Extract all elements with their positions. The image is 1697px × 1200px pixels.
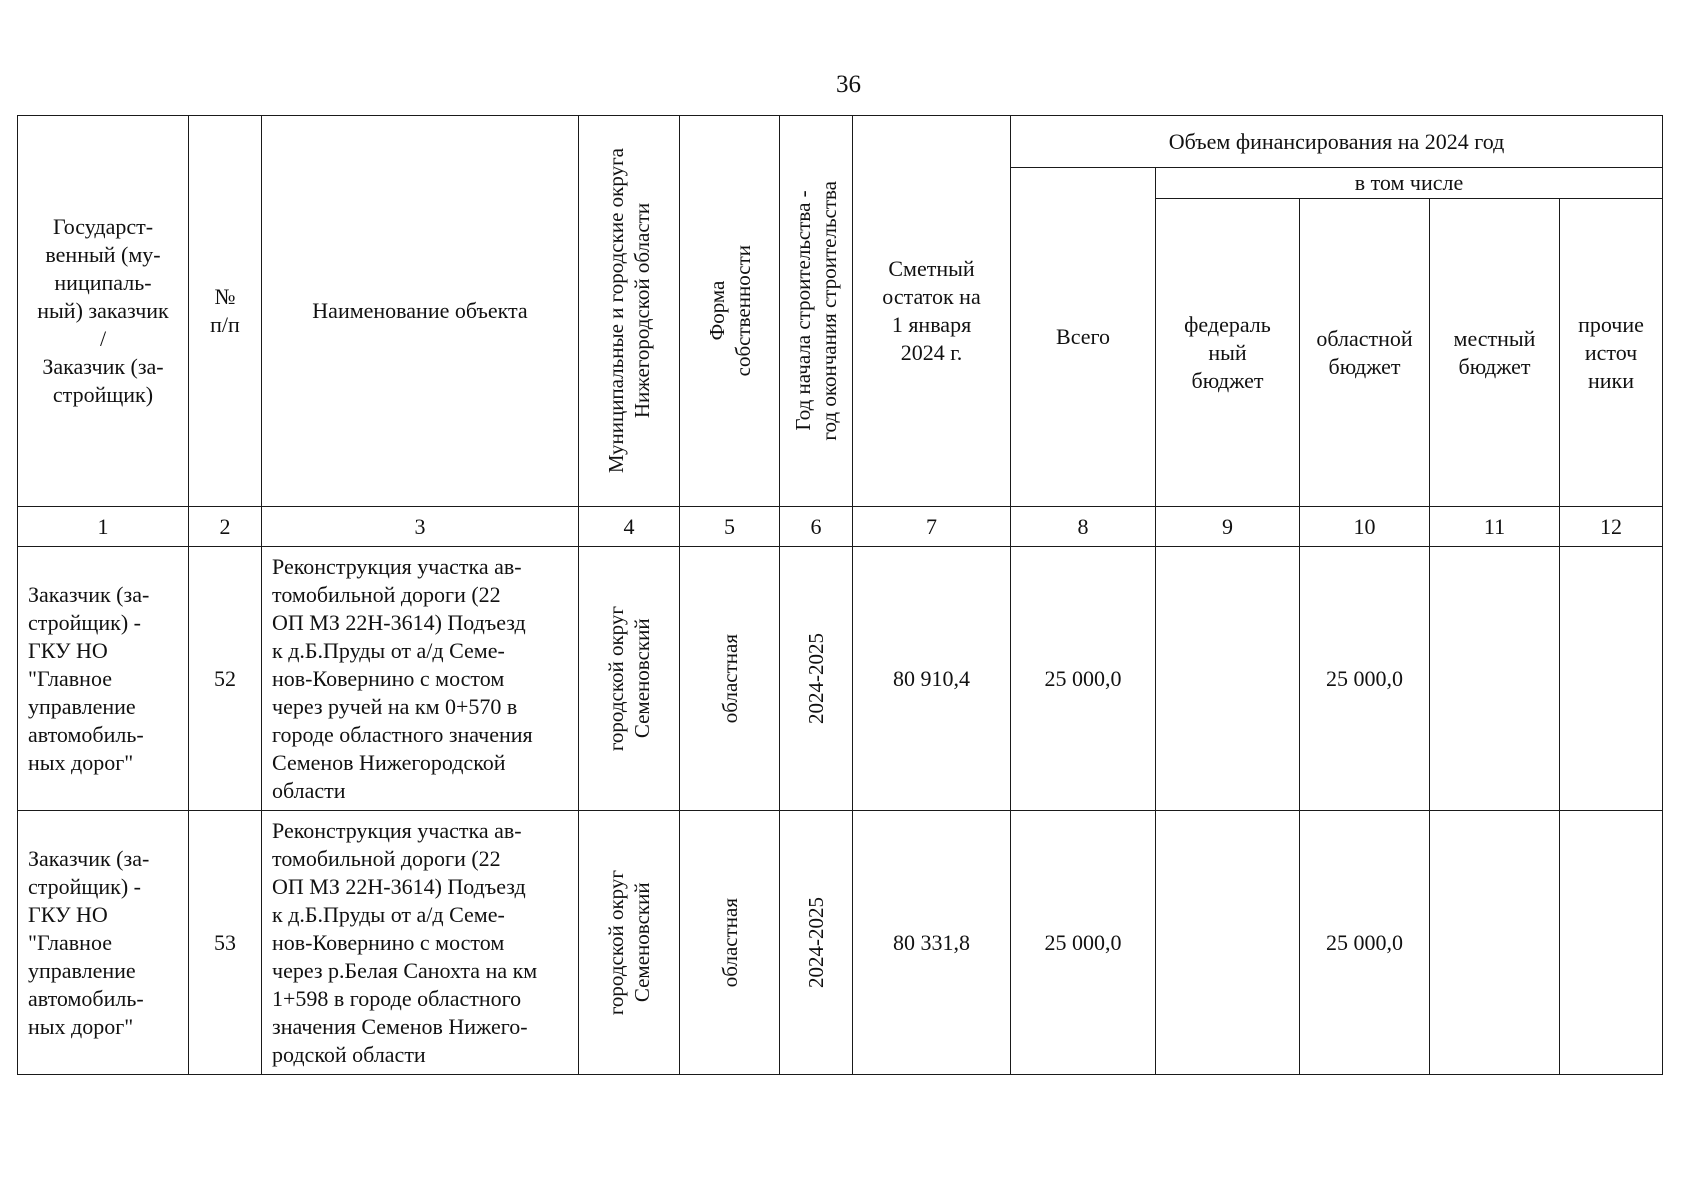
column-number: 8 [1011, 507, 1156, 547]
row-number: 53 [189, 811, 262, 1075]
header-regional [1300, 199, 1430, 507]
row-federal [1156, 811, 1300, 1075]
row-district [579, 811, 680, 1075]
header-funding-group: Объем финансирования на 2024 год [1011, 116, 1663, 168]
row-years-text: 2024-2025 [804, 897, 828, 988]
row-ownership-text: областная [717, 633, 742, 724]
header-ownership [680, 116, 780, 507]
header-customer [18, 116, 189, 507]
row-regional: 25 000,0 [1300, 547, 1430, 811]
column-number: 7 [853, 507, 1011, 547]
column-number: 5 [680, 507, 780, 547]
row-estimate: 80 331,8 [853, 811, 1011, 1075]
row-customer: Заказчик (за- стройщик) - ГКУ НО "Главное управление автомобиль- ных дорог" [18, 811, 189, 1075]
column-number: 6 [780, 507, 853, 547]
header-total: Всего [1011, 168, 1156, 507]
column-number: 4 [579, 507, 680, 547]
header-districts-text: Муниципальные и городские округа Нижегородской области [604, 148, 654, 474]
page-number: 36 [836, 71, 861, 98]
header-estimate [853, 116, 1011, 507]
header-row-1 [18, 116, 1663, 168]
row-years [780, 811, 853, 1075]
financing-table [17, 115, 1663, 1075]
header-federal-text: федераль ный бюджет [1184, 311, 1271, 393]
row-district [579, 547, 680, 811]
row-other [1560, 547, 1663, 811]
header-years [780, 116, 853, 507]
header-local [1430, 199, 1560, 507]
column-number: 11 [1430, 507, 1560, 547]
header-including: в том числе [1156, 168, 1663, 199]
row-total: 25 000,0 [1011, 811, 1156, 1075]
row-district-text: городской округ Семеновский [604, 869, 654, 1016]
header-local-text: местный бюджет [1453, 325, 1536, 379]
row-local [1430, 547, 1560, 811]
row-total: 25 000,0 [1011, 547, 1156, 811]
column-number: 1 [18, 507, 189, 547]
row-other [1560, 811, 1663, 1075]
row-federal [1156, 547, 1300, 811]
header-regional-text: областной бюджет [1316, 325, 1413, 379]
row-object-name: Реконструкция участка ав- томобильной дороги (22 ОП МЗ 22Н-3614) Подъезд к д.Б.Пруды от а/д Семе- нов-Ковернино с мостом через р.Белая Санохта на км 1+598 в городе областного значения Семенов Нижего- родской области [262, 811, 579, 1075]
row-years [780, 547, 853, 811]
header-object-name [262, 116, 579, 507]
row-ownership-text: областная [717, 897, 742, 988]
row-regional: 25 000,0 [1300, 811, 1430, 1075]
column-number: 9 [1156, 507, 1300, 547]
column-number: 12 [1560, 507, 1663, 547]
header-other-text: прочие источ ники [1578, 311, 1644, 393]
row-object-name: Реконструкция участка ав- томобильной дороги (22 ОП МЗ 22Н-3614) Подъезд к д.Б.Пруды от а/д Семе- нов-Ковернино с мостом через ручей на км 0+570 в городе областного значения Семенов Нижегородской области [262, 547, 579, 811]
header-number [189, 116, 262, 507]
header-federal [1156, 199, 1300, 507]
column-number: 10 [1300, 507, 1430, 547]
row-number: 52 [189, 547, 262, 811]
column-number: 3 [262, 507, 579, 547]
row-ownership [680, 811, 780, 1075]
row-estimate: 80 910,4 [853, 547, 1011, 811]
row-years-text: 2024-2025 [804, 633, 828, 724]
header-object-name-text: Наименование объекта [312, 298, 528, 323]
header-districts [579, 116, 680, 507]
row-ownership [680, 547, 780, 811]
header-ownership-text: Форма собственности [704, 245, 755, 377]
row-customer: Заказчик (за- стройщик) - ГКУ НО "Главное управление автомобиль- ных дорог" [18, 547, 189, 811]
row-local [1430, 811, 1560, 1075]
header-customer-text: Государст- венный (му- ниципаль- ный) заказчик / Заказчик (за- стройщик) [37, 214, 169, 407]
row-district-text: городской округ Семеновский [604, 605, 654, 752]
table-row [18, 811, 1663, 1075]
header-years-text: Год начала строительства - год окончания строительства [791, 181, 841, 441]
header-number-text: № п/п [210, 284, 240, 337]
header-other [1560, 199, 1663, 507]
table-row [18, 547, 1663, 811]
header-estimate-text: Сметный остаток на 1 января 2024 г. [882, 256, 981, 365]
column-number: 2 [189, 507, 262, 547]
column-numbers-row [18, 507, 1663, 547]
